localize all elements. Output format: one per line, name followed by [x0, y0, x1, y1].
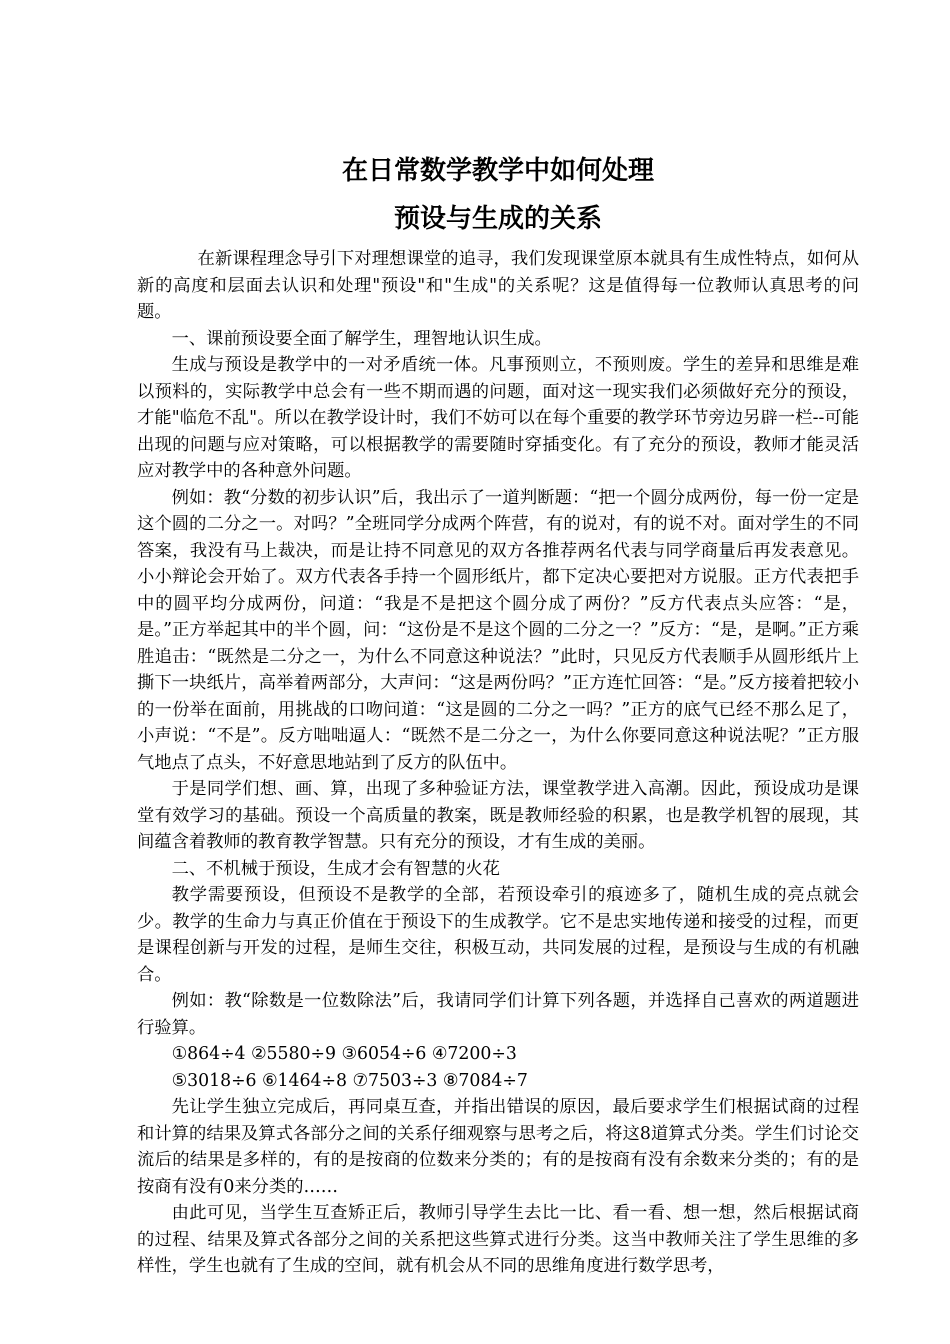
intro-paragraph: 在新课程理念导引下对理想课堂的追寻，我们发现课堂原本就具有生成性特点，如何从新的高度和层面去认识和处理"预设"和"生成"的关系呢？这是值得每一位教师认真思考的问题。 [137, 249, 859, 322]
body-paragraph: 生成与预设是教学中的一对矛盾统一体。凡事预则立，不预则废。学生的差异和思维是难以预料的，实际教学中总会有一些不期而遇的问题，面对这一现实我们必须做好充分的预设，才能"临危不乱"。所以在教学设计时，我们不妨可以在每个重要的教学环节旁边另辟一栏--可能出现的问题与应对策略，可以根据教学的需要随时穿插变化。有了充分的预设，教师才能灵活应对教学中的各种意外问题。 [137, 355, 859, 481]
example-paragraph: 例如：教“分数的初步认识”后，我出示了一道判断题：“把一个圆分成两份，每一份一定是这个圆的二分之一。对吗？”全班同学分成两个阵营，有的说对，有的说不对。面对学生的不同答案，我没有马上裁决，而是让持不同意见的双方各推荐两名代表与同学商量后再发表意见。小小辩论会开始了。双方代表各手持一个圆形纸片，都下定决心要把对方说服。正方代表把手中的圆平均分成两份，问道：“我是不是把这个圆分成了两份？”反方代表点头应答：“是，是。”正方举起其中的半个圆，问：“这份是不是这个圆的二分之一？”反方：“是，是啊。”正方乘胜追击：“既然是二分之一，为什么不同意这种说法？”此时，只见反方代表顺手从圆形纸片上撕下一块纸片，高举着两部分，大声问：“这是两份吗？”正方连忙回答：“是。”反方接着把较小的一份举在面前，用挑战的口吻问道：“这是圆的二分之一吗？”正方的底气已经不那么足了，小声说：“不是”。反方咄咄逼人：“既然不是二分之一，为什么你要同意这种说法呢？”正方服气地点了点头，不好意思地站到了反方的队伍中。 [137, 487, 859, 773]
body-paragraph: 于是同学们想、画、算，出现了多种验证方法，课堂教学进入高潮。因此，预设成功是课堂有效学习的基础。预设一个高质量的教案，既是教师经验的积累，也是教学机智的展现，其间蕴含着教师的教育教学智慧。只有充分的预设，才有生成的美丽。 [137, 779, 859, 852]
document-title-line-1: 在日常数学教学中如何处理 [341, 156, 654, 186]
section-heading-2: 二、不机械于预设，生成才会有智慧的火花 [171, 858, 500, 879]
document-title-line-2: 预设与生成的关系 [393, 204, 602, 234]
body-paragraph: 教学需要预设，但预设不是教学的全部，若预设牵引的痕迹多了，随机生成的亮点就会少。教学的生命力与真正价值在于预设下的生成教学。它不是忠实地传递和接受的过程，而更是课程创新与开发的过程，是师生交往，积极互动，共同发展的过程，是预设与生成的有机融合。 [137, 885, 859, 985]
document-body [137, 246, 859, 1280]
example-paragraph: 例如：教“除数是一位数除法”后，我请同学们计算下列各题，并选择自己喜欢的两道题进行验算。 [137, 991, 859, 1038]
section-heading-1: 一、课前预设要全面了解学生，理智地认识生成。 [171, 328, 552, 349]
body-paragraph: 由此可见，当学生互查矫正后，教师引导学生去比一比、看一看、想一想，然后根据试商的过程、结果及算式各部分之间的关系把这些算式进行分类。这当中教师关注了学生思维的多样性，学生也就有了生成的空间，就有机会从不同的思维角度进行数学思考， [137, 1203, 859, 1276]
exercise-line-2: ⑤3018÷6 ⑥1464÷8 ⑦7503÷3 ⑧7084÷7 [171, 1070, 528, 1091]
body-paragraph: 先让学生独立完成后，再同桌互查，并指出错误的原因，最后要求学生们根据试商的过程和计算的结果及算式各部分之间的关系仔细观察与思考之后，将这8道算式分类。学生们讨论交流后的结果是多样的，有的是按商的位数来分类的；有的是按商有没有余数来分类的；有的是按商有没有0来分类的…… [137, 1097, 859, 1197]
exercise-line-1: ①864÷4 ②5580÷9 ③6054÷6 ④7200÷3 [171, 1044, 517, 1064]
